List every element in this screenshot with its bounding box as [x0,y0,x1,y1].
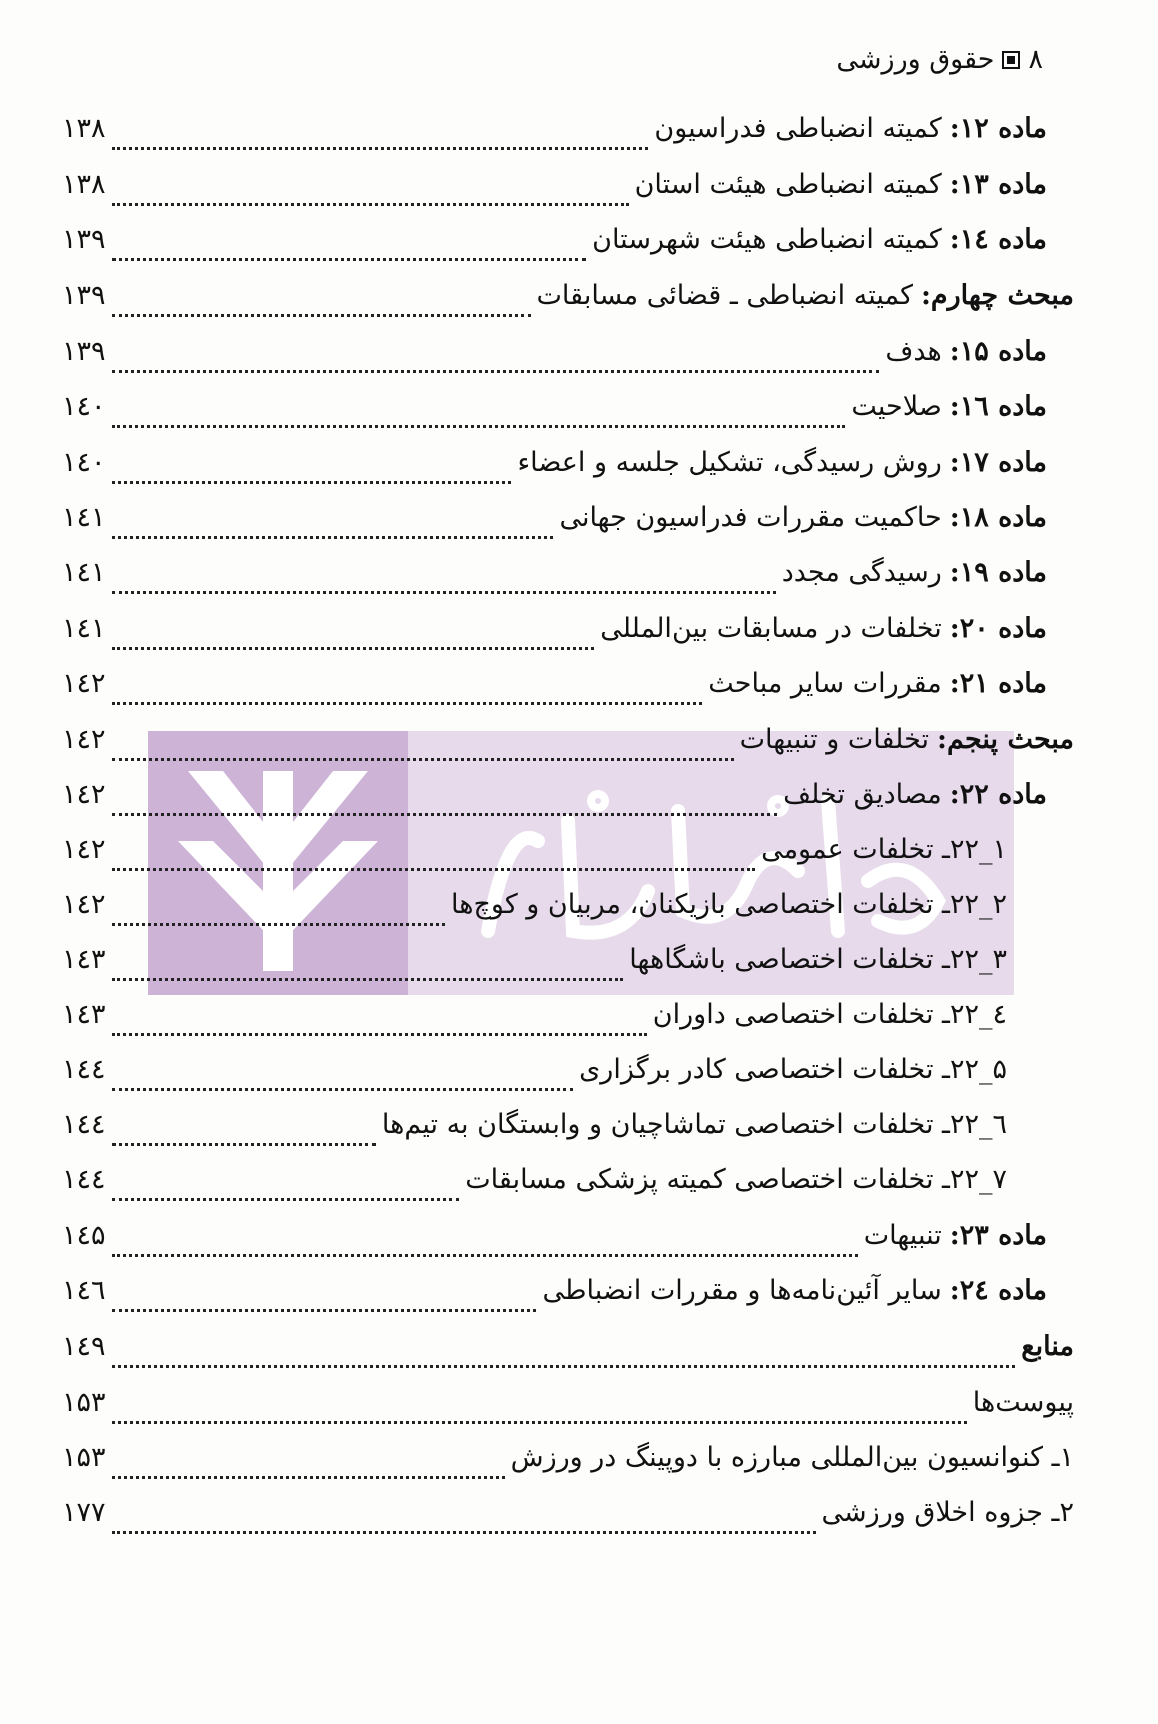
toc-entry-heading [542,1275,1047,1306]
toc-entry-heading [1021,1331,1074,1362]
toc-page-number: ۱٤٤ [62,1054,106,1085]
toc-page-number: ۱۵۳ [62,1442,106,1473]
toc-leader-dots [112,362,879,373]
toc-entry-title: کمیته انضباطی ـ قضائی مسابقات [536,280,913,311]
toc-entry [62,1164,1007,1210]
toc-page-number: ۱٤۳ [62,944,106,975]
toc-leader-dots [112,1135,376,1146]
toc-entry-heading [783,779,1047,810]
toc-entry-title: تخلفات در مسابقات بین‌المللی [600,613,942,644]
toc-leader-dots [112,583,776,594]
toc-entry-title: ۱_۲۲ـ تخلفات عمومی [761,834,1007,865]
toc-entry-heading [559,502,1047,533]
toc-leader-dots [112,1523,816,1534]
toc-entry [62,834,1007,880]
toc-leader-dots [112,473,511,484]
toc-page-number: ۱٤۲ [62,668,106,699]
toc-page-number: ۱۳۸ [62,113,106,144]
toc-leader-dots [112,1301,536,1312]
toc-leader-dots [112,1468,505,1479]
toc-entry-label: ماده ۱۳: [949,169,1047,200]
toc-page-number: ۱۳۹ [62,336,106,367]
toc-page-number: ۱٤۳ [62,999,106,1030]
toc-entry-title: مقررات سایر مباحث [708,668,942,699]
toc-entry-heading [517,447,1047,478]
toc-entry-label: ماده ۲٤: [949,1275,1047,1306]
toc-entry-title: ۷_۲۲ـ تخلفات اختصاصی کمیته پزشکی مسابقات [465,1164,1007,1195]
toc-leader-dots [112,1357,1015,1368]
toc-entry-label: ماده ۲۳: [949,1220,1047,1251]
toc-entry-title: روش رسیدگی، تشکیل جلسه و اعضاء [517,447,942,478]
toc-entry-title: ۵_۲۲ـ تخلفات اختصاصی کادر برگزاری [579,1054,1007,1085]
toc-entry-title: هدف [885,336,942,367]
toc-entry-title: ٤_۲۲ـ تخلفات اختصاصی داوران [652,999,1007,1030]
toc-entry-heading [629,944,1007,975]
toc-page-number: ۱۳۸ [62,169,106,200]
toc-entry-title: مصادیق تخلف [783,779,942,810]
toc-page-number: ۱٤۲ [62,724,106,755]
toc-entry [62,1497,1074,1543]
toc-entry [62,1109,1007,1155]
toc-leader-dots [112,195,629,206]
toc-entry-label: مبحث پنجم: [937,724,1074,755]
toc-entry-label: مبحث چهارم: [920,280,1074,311]
toc-page-number: ۱٤۵ [62,1220,106,1251]
toc-entry-heading [511,1442,1074,1473]
toc-entry-title: کمیته انضباطی هیئت استان [634,169,942,200]
toc-entry [62,668,1047,714]
toc-entry [62,1275,1047,1321]
toc-entry-heading [973,1387,1074,1418]
toc-leader-dots [112,139,648,150]
toc-leader-dots [112,306,531,317]
toc-leader-dots [112,1025,647,1036]
toc-leader-dots [112,417,845,428]
toc-entry-heading [451,889,1007,920]
toc-entry-label: ماده ۱۲: [949,113,1047,144]
toc-entry-heading [382,1109,1007,1140]
toc-page-number: ۱۷۷ [62,1497,106,1528]
toc-entry-heading [782,557,1047,588]
toc-entry [62,1054,1007,1100]
toc-entry-title: سایر آئین‌نامه‌ها و مقررات انضباطی [542,1275,942,1306]
toc-page-number: ۱٤۱ [62,613,106,644]
toc-leader-dots [112,1080,573,1091]
toc-page-number: ۱۳۹ [62,280,106,311]
toc-entry [62,779,1047,825]
toc-entry [62,113,1047,159]
toc-page-number: ۱٤۲ [62,779,106,810]
toc-entry-title: تنبیهات [863,1220,942,1251]
toc-entry-title: پیوست‌ها [972,1387,1074,1418]
toc-entry [62,944,1007,990]
toc-entry [62,280,1074,326]
header-book-title: حقوق ورزشی [836,44,995,75]
toc-page-number: ۱٤۲ [62,834,106,865]
toc-leader-dots [112,1190,459,1201]
toc-entry-heading [654,113,1047,144]
toc-entry-title: ٦_۲۲ـ تخلفات اختصاصی تماشاچیان و وابستگان به تیم‌ها [381,1109,1007,1140]
toc-page-number: ۱٤۰ [62,447,106,478]
toc-entry-label: منابع [1021,1331,1074,1362]
toc-entry-heading [708,668,1047,699]
toc-entry-heading [600,613,1047,644]
toc-entry-heading [822,1497,1074,1528]
toc-page-number: ۱٤۱ [62,557,106,588]
toc-entry-label: ماده ۱۸: [949,502,1047,533]
toc-entry-title: صلاحیت [851,391,942,422]
toc-page-number: ۱٤۰ [62,391,106,422]
toc-entry-heading [635,169,1047,200]
toc-page-number: ۱٤٦ [62,1275,106,1306]
toc-entry-heading [579,1054,1007,1085]
toc-entry-heading [761,834,1007,865]
toc-entry-title: ۳_۲۲ـ تخلفات اختصاصی باشگاهها [629,944,1007,975]
toc-entry [62,889,1007,935]
toc-leader-dots [112,805,777,816]
toc-entry-heading [537,280,1074,311]
toc-page-number: ۱٤۹ [62,1331,106,1362]
toc-entry-label: ماده ۲۱: [949,668,1047,699]
toc-entry [62,1220,1047,1266]
toc-leader-dots [112,970,623,981]
toc-entry-label: ماده ۲۰: [949,613,1047,644]
header-page-number: ۸ [1028,44,1043,75]
toc-entry [62,169,1047,215]
toc-entry-title: حاکمیت مقررات فدراسیون جهانی [559,502,942,533]
toc-entry [62,224,1047,270]
toc-entry [62,391,1047,437]
toc-entry-title: کمیته انضباطی هیئت شهرستان [592,224,942,255]
toc-leader-dots [112,915,445,926]
toc-entry-heading [592,224,1047,255]
toc-entry [62,336,1047,382]
toc-entry-title: رسیدگی مجدد [781,557,942,588]
toc-entry-heading [885,336,1047,367]
toc-entry-heading [740,724,1074,755]
toc-page-number: ۱۵۳ [62,1387,106,1418]
toc-entry [62,502,1047,548]
toc-entry [62,1442,1074,1488]
toc-entry-heading [864,1220,1047,1251]
toc-leader-dots [112,860,755,871]
toc-page-number: ۱٤٤ [62,1164,106,1195]
toc-entry-title: کمیته انضباطی فدراسیون [654,113,942,144]
toc-leader-dots [112,1413,967,1424]
toc-entry [62,724,1074,770]
toc-page-number: ۱٤۲ [62,889,106,920]
toc-entry [62,613,1047,659]
toc-entry-heading [653,999,1007,1030]
toc-page-number: ۱٤٤ [62,1109,106,1140]
toc-entry-heading [851,391,1047,422]
toc-leader-dots [112,639,594,650]
toc-leader-dots [112,250,586,261]
toc-entry-label: ماده ۲۲: [949,779,1047,810]
toc-leader-dots [112,528,553,539]
toc-entry-title: ۲_۲۲ـ تخلفات اختصاصی بازیکنان، مربیان و کوچ‌ها [451,889,1007,920]
toc-entry-title: ۱ـ کنوانسیون بین‌المللی مبارزه با دوپینگ در ورزش [510,1442,1074,1473]
toc-entry [62,1387,1074,1433]
toc-entry-label: ماده ۱۹: [949,557,1047,588]
toc-entry-heading [465,1164,1007,1195]
toc-entry-label: ماده ۱۷: [949,447,1047,478]
toc-leader-dots [112,750,734,761]
toc-entry-title: تخلفات و تنبیهات [739,724,930,755]
toc-entry [62,999,1007,1045]
toc-entry [62,1331,1074,1377]
toc-page-number: ۱٤۱ [62,502,106,533]
toc-leader-dots [112,694,702,705]
toc-entry-label: ماده ۱۵: [949,336,1047,367]
toc-leader-dots [112,1246,858,1257]
toc-entry-label: ماده ۱٦: [949,391,1047,422]
toc-entry-title: ۲ـ جزوه اخلاق ورزشی [821,1497,1074,1528]
toc-page-number: ۱۳۹ [62,224,106,255]
toc-entry [62,557,1047,603]
toc-entry [62,447,1047,493]
toc-entry-label: ماده ۱٤: [949,224,1047,255]
